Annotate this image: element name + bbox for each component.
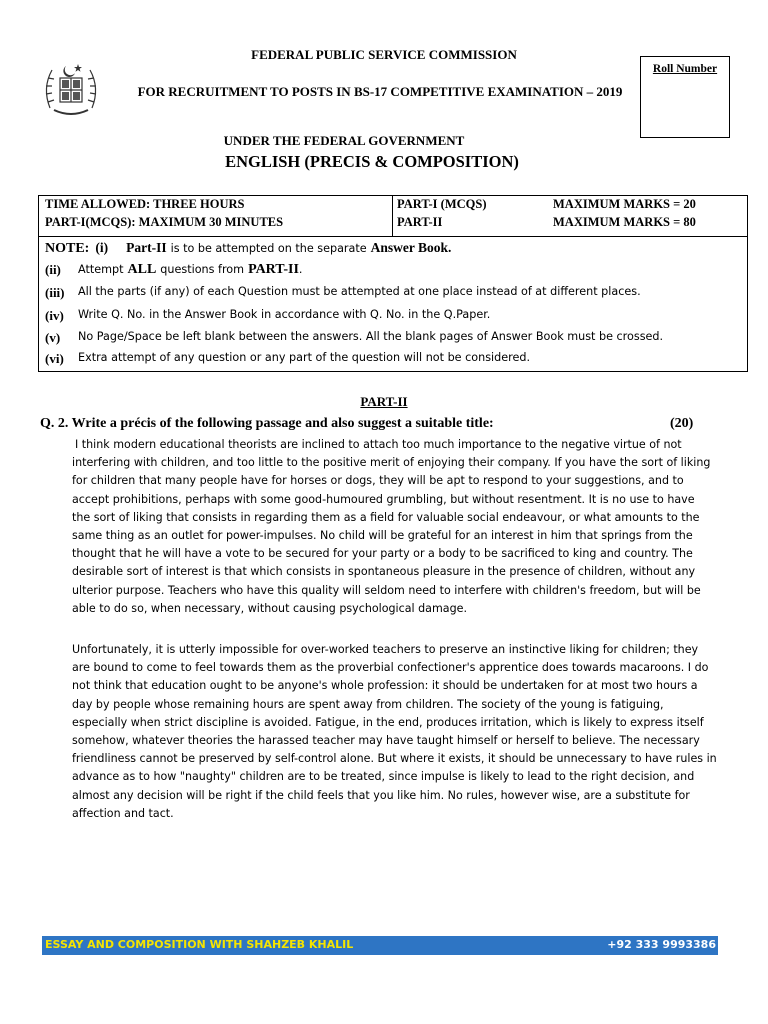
exam-title: FOR RECRUITMENT TO POSTS IN BS-17 COMPETITIVE EXAMINATION – 2019 <box>137 84 623 99</box>
passage-line: for children that many people have for horses or dogs, they will be apt to respond to your suggestions, and to <box>72 474 684 488</box>
passage-line: the sort of liking that consists in regarding them as a field for valuable social endeavour, or what amounts to the <box>72 510 700 524</box>
note-number: (i) <box>95 240 109 255</box>
passage-line: almost any decision will be right if the child feels that you like him. No rules, however wise, are a substitute for <box>72 788 690 802</box>
footer-phone: +92 333 9993386 <box>607 938 716 951</box>
passage-line: same thing as an outlet for power-impulses. No child will be grateful for an interest in him that springs from the <box>72 529 693 543</box>
note-number: (v) <box>45 330 61 345</box>
note-3-text: All the parts (if any) of each Question must be attempted at one place instead of at different places. <box>78 285 641 298</box>
note-number: (ii) <box>45 262 61 277</box>
passage-line: affection and tact. <box>72 806 174 820</box>
note-title: NOTE: <box>45 241 90 256</box>
note-4-text: Write Q. No. in the Answer Book in accordance with Q. No. in the Q.Paper. <box>78 308 491 321</box>
part1-time: PART-I(MCQS): MAXIMUM 30 MINUTES <box>45 215 284 229</box>
note-number: (iii) <box>45 285 65 300</box>
commission-title: FEDERAL PUBLIC SERVICE COMMISSION <box>251 47 517 62</box>
note-5-text: No Page/Space be left blank between the answers. All the blank pages of Answer Book must be crossed. <box>78 330 664 343</box>
passage-paragraph-1 <box>72 436 744 618</box>
roll-number-box <box>640 56 730 138</box>
footer-banner <box>42 936 718 955</box>
passage-line: not think that education ought to be anyone's whole profession: it should be undertaken for at most two hours a <box>72 679 698 693</box>
subject-title: ENGLISH (PRECIS & COMPOSITION) <box>225 152 519 171</box>
passage-line: I think modern educational theorists are inclined to attach too much importance to the negative virtue of not <box>75 438 682 451</box>
passage-paragraph-2 <box>72 641 744 823</box>
part2-marks: MAXIMUM MARKS = 80 <box>553 215 696 229</box>
passage-line: interfering with children, and too little to the positive merit of enjoying their company. If you have the sort of liking <box>72 456 711 470</box>
passage-line: friendliness cannot be preserved by self-control alone. But where it exists, it should be unnecessary to have rules in <box>72 752 717 766</box>
note-bold: PART-II <box>248 262 299 277</box>
part-2-heading: PART-II <box>360 394 408 409</box>
passage-line: are bound to come to feel towards them as the proverbial confectioner's apprentice does towards macaroons. I do <box>72 661 709 675</box>
note-text: questions from <box>160 263 245 276</box>
passage-line: especially when strict discipline is avoided. Fatigue, in the end, produces irritation, which is likely to express itself <box>72 715 704 729</box>
note-number: (vi) <box>45 351 64 366</box>
government-line: UNDER THE FEDERAL GOVERNMENT <box>223 133 465 148</box>
note-2 <box>78 260 302 278</box>
note-text: . <box>298 263 303 276</box>
part2-label: PART-II <box>397 215 443 229</box>
passage-line: Unfortunately, it is utterly impossible for over-worked teachers to preserve an instinctive liking for children; they <box>72 643 699 656</box>
passage-line: somehow, whatever theories the harassed teacher may have taught himself or herself to believe. The necessary <box>72 734 700 748</box>
question-2-marks: (20) <box>670 416 694 431</box>
time-allowed: TIME ALLOWED: THREE HOURS <box>45 197 245 211</box>
note-text: is to be attempted on the separate <box>170 242 367 255</box>
passage-line: able to do so, when necessary, without causing psychological damage. <box>72 601 467 615</box>
footer-title: ESSAY AND COMPOSITION WITH SHAHZEB KHALIL <box>45 938 354 951</box>
info-table-divider <box>392 195 393 236</box>
passage-line: thought that he will have a vote to be secured for your party or a body to be sacrificed to king and country. The <box>72 547 693 561</box>
note-text: Attempt <box>78 263 124 276</box>
note-number: (iv) <box>45 308 64 323</box>
passage-line: ulterior purpose. Teachers who have this quality will seldom need to interfere with children's freedom, but will be <box>72 583 701 597</box>
part1-label: PART-I (MCQS) <box>397 197 487 211</box>
note-bold: ALL <box>127 262 157 277</box>
question-2: Q. 2. Write a précis of the following passage and also suggest a suitable title: <box>40 416 494 431</box>
government-emblem-icon <box>40 58 102 120</box>
note-1 <box>45 239 451 257</box>
note-bold: Answer Book. <box>370 240 452 255</box>
part1-marks: MAXIMUM MARKS = 20 <box>553 197 696 211</box>
note-6-text: Extra attempt of any question or any part of the question will not be considered. <box>78 351 531 364</box>
passage-line: advance as to how "naughty" children are to be treated, since impulse is likely to lead to the right decision, and <box>72 770 695 784</box>
roll-number-label: Roll Number <box>652 63 718 75</box>
passage-line: accept prohibitions, perhaps with some good-humoured grumbling, but without resentment. It is no use to have <box>72 492 695 506</box>
passage-line: day by people whose remaining hours are spent away from children. The society of the young is fatiguing, <box>72 697 664 711</box>
note-bold: Part-II <box>126 240 167 255</box>
passage-line: desirable sort of interest is that which consists in spontaneous pleasure in the presence of children, without any <box>72 565 696 579</box>
